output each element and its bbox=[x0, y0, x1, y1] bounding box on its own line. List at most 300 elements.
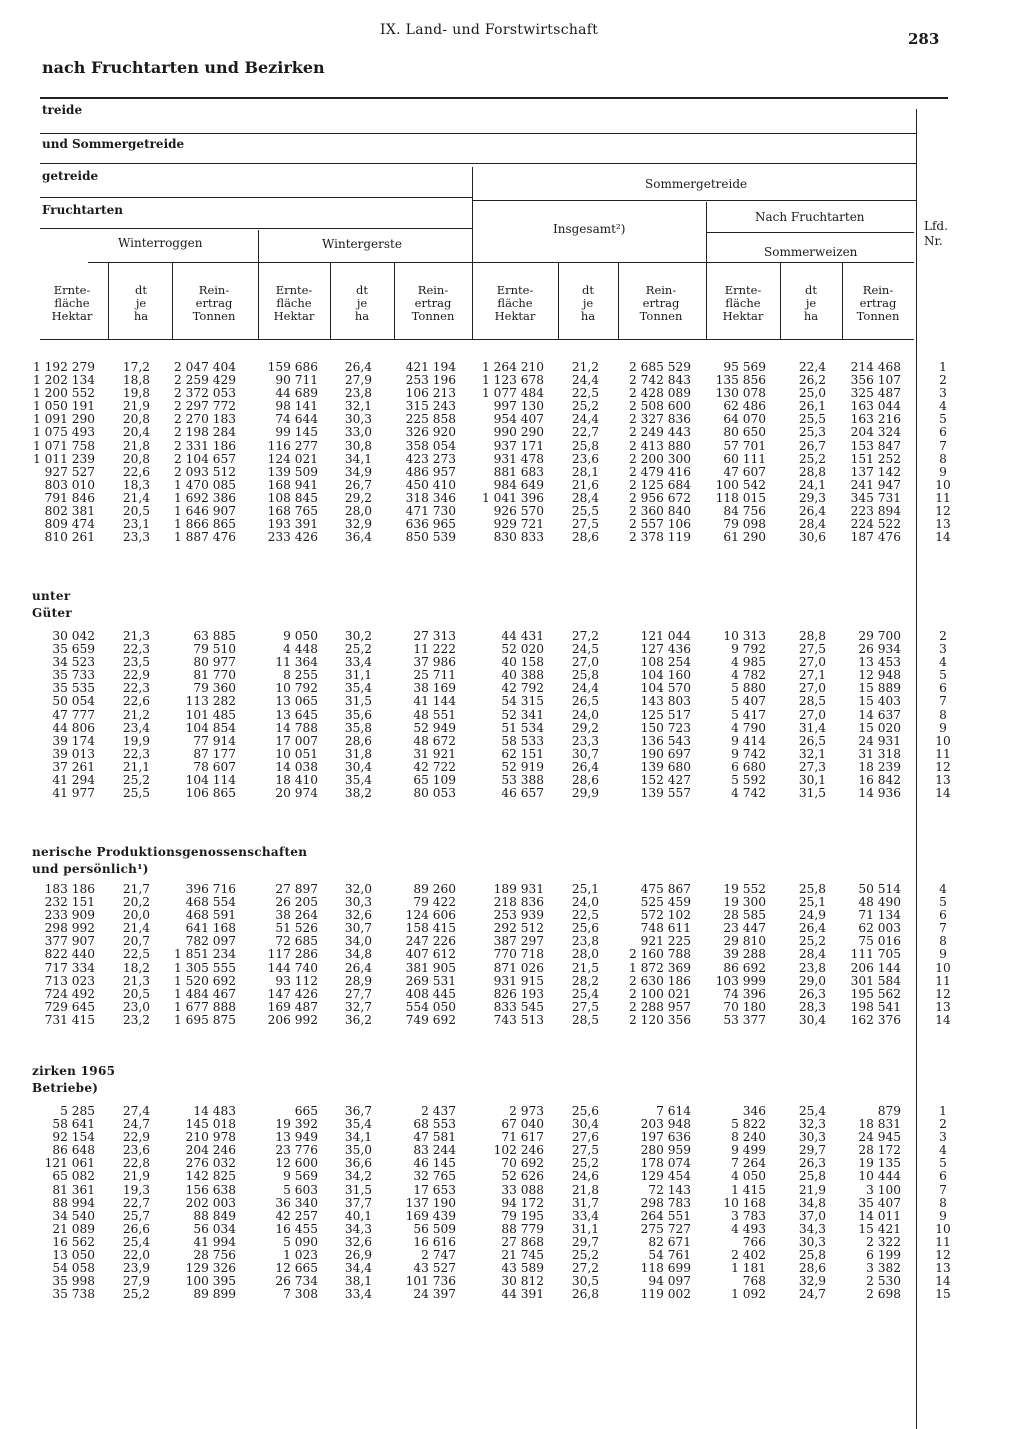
table-cell: 47 777 bbox=[52, 707, 95, 722]
table-cell: 71 617 bbox=[501, 1130, 544, 1145]
table-cell: 9 792 bbox=[731, 642, 766, 657]
table-cell: 48 672 bbox=[413, 733, 456, 748]
table-cell: 118 699 bbox=[640, 1261, 691, 1276]
table-cell: 24,4 bbox=[571, 412, 599, 427]
table-cell: 68 553 bbox=[413, 1117, 456, 1132]
rule-nach bbox=[706, 232, 914, 233]
table-cell: 25,2 bbox=[122, 1287, 150, 1302]
table-cell: 5 090 bbox=[283, 1234, 318, 1249]
table-cell: 803 010 bbox=[44, 477, 95, 492]
table-cell: 2 198 284 bbox=[173, 425, 236, 440]
table-cell: 27,0 bbox=[798, 655, 826, 670]
table-cell: 1 887 476 bbox=[173, 530, 236, 545]
table-column-wgerste-net bbox=[366, 630, 456, 800]
table-cell: 84 756 bbox=[723, 504, 766, 519]
table-cell: 19 300 bbox=[723, 895, 766, 910]
table-cell: 152 427 bbox=[640, 773, 691, 788]
table-cell: 450 410 bbox=[405, 477, 456, 492]
table-cell: 34,1 bbox=[344, 1130, 372, 1145]
table-cell: 210 978 bbox=[185, 1130, 236, 1145]
table-cell: 717 334 bbox=[44, 960, 95, 975]
table-cell: 35,0 bbox=[344, 1143, 372, 1158]
table-cell: 14 038 bbox=[275, 759, 318, 774]
table-cell: 16 455 bbox=[275, 1221, 318, 1236]
table-cell: 2 630 186 bbox=[628, 973, 691, 988]
table-cell: 53 377 bbox=[723, 1012, 766, 1027]
table-column-lfd-nr bbox=[930, 883, 956, 1027]
table-cell: 407 612 bbox=[405, 947, 456, 962]
table-cell: 224 522 bbox=[850, 517, 901, 532]
table-cell: 21 745 bbox=[501, 1248, 544, 1263]
table-cell: 26,1 bbox=[798, 399, 826, 414]
table-cell: 11 bbox=[935, 1234, 951, 1249]
table-cell: 724 492 bbox=[44, 986, 95, 1001]
rule-sub-right bbox=[472, 262, 914, 263]
table-cell: 22,3 bbox=[122, 681, 150, 696]
table-cell: 162 376 bbox=[850, 1012, 901, 1027]
section-title: zirken 1965 bbox=[32, 1064, 116, 1078]
table-cell: 18,3 bbox=[122, 477, 150, 492]
table-cell: 21,5 bbox=[571, 960, 599, 975]
table-cell: 31,5 bbox=[344, 1182, 372, 1197]
table-cell: 23,4 bbox=[122, 720, 150, 735]
table-cell: 24,7 bbox=[122, 1117, 150, 1132]
table-cell: 26,4 bbox=[344, 960, 372, 975]
table-cell: 27,9 bbox=[344, 373, 372, 388]
table-cell: 345 731 bbox=[850, 490, 901, 505]
table-cell: 39 174 bbox=[52, 733, 95, 748]
table-cell: 41 144 bbox=[413, 694, 456, 709]
table-cell: 7 bbox=[939, 921, 947, 936]
table-cell: 20,5 bbox=[122, 986, 150, 1001]
table-cell: 52 949 bbox=[413, 720, 456, 735]
table-cell: 665 bbox=[294, 1104, 318, 1118]
table-cell: 298 992 bbox=[44, 921, 95, 936]
vrule-sommer bbox=[472, 167, 473, 339]
vrule-lfd bbox=[916, 109, 917, 1429]
table-cell: 12 bbox=[935, 759, 951, 774]
table-cell: 22,5 bbox=[122, 947, 150, 962]
table-cell: 28,6 bbox=[571, 773, 599, 788]
table-cell: 377 907 bbox=[44, 934, 95, 949]
table-cell: 997 130 bbox=[493, 399, 544, 414]
table-cell: 1 bbox=[939, 1104, 947, 1118]
rule-5 bbox=[40, 228, 472, 229]
table-cell: 95 569 bbox=[723, 360, 766, 374]
table-cell: 1 470 085 bbox=[173, 477, 236, 492]
table-column-wgerste-yield bbox=[282, 1105, 372, 1301]
table-cell: 14 bbox=[935, 786, 951, 801]
table-cell: 197 636 bbox=[640, 1130, 691, 1145]
table-cell: 35,8 bbox=[344, 720, 372, 735]
table-cell: 67 040 bbox=[501, 1117, 544, 1132]
table-column-sweizen-net bbox=[811, 883, 901, 1027]
table-cell: 64 070 bbox=[723, 412, 766, 427]
table-cell: 4 050 bbox=[731, 1169, 766, 1184]
table-cell: 5 bbox=[939, 895, 947, 910]
table-cell: 25,2 bbox=[344, 642, 372, 657]
table-cell: 169 487 bbox=[267, 999, 318, 1014]
table-cell: 28,1 bbox=[571, 464, 599, 479]
table-cell: 731 415 bbox=[44, 1012, 95, 1027]
table-cell: 2 249 443 bbox=[628, 425, 691, 440]
table-cell: 25,2 bbox=[122, 773, 150, 788]
table-cell: 54 315 bbox=[501, 694, 544, 709]
table-cell: 5 bbox=[939, 412, 947, 427]
table-cell: 2 331 186 bbox=[173, 438, 236, 453]
table-cell: 19,3 bbox=[122, 1182, 150, 1197]
table-cell: 30,1 bbox=[798, 773, 826, 788]
table-cell: 116 277 bbox=[267, 438, 318, 453]
table-cell: 2 120 356 bbox=[628, 1012, 691, 1027]
table-cell: 41 977 bbox=[52, 786, 95, 801]
table-cell: 247 226 bbox=[405, 934, 456, 949]
table-column-wroggen-yield bbox=[60, 361, 150, 544]
table-cell: 810 261 bbox=[44, 530, 95, 545]
table-cell: 34 523 bbox=[52, 655, 95, 670]
table-cell: 44 431 bbox=[501, 629, 544, 643]
table-cell: 1 071 758 bbox=[32, 438, 95, 453]
table-cell: 89 260 bbox=[413, 882, 456, 896]
column-head-wgerste-area: Ernte- fläche Hektar bbox=[273, 283, 315, 323]
column-head-wroggen-area: Ernte- fläche Hektar bbox=[51, 283, 93, 323]
table-column-sg-yield bbox=[509, 630, 599, 800]
table-cell: 29,9 bbox=[571, 786, 599, 801]
table-cell: 280 959 bbox=[640, 1143, 691, 1158]
table-cell: 29,7 bbox=[571, 1234, 599, 1249]
table-cell: 8 240 bbox=[731, 1130, 766, 1145]
table-cell: 1 011 239 bbox=[32, 451, 95, 466]
table-cell: 24 931 bbox=[858, 733, 901, 748]
table-cell: 356 107 bbox=[850, 373, 901, 388]
table-cell: 27,0 bbox=[798, 707, 826, 722]
table-cell: 118 015 bbox=[715, 490, 766, 505]
table-cell: 27,0 bbox=[571, 655, 599, 670]
table-cell: 100 542 bbox=[715, 477, 766, 492]
table-cell: 23,3 bbox=[571, 733, 599, 748]
table-cell: 104 160 bbox=[640, 668, 691, 683]
table-cell: 80 053 bbox=[413, 786, 456, 801]
table-cell: 8 bbox=[939, 451, 947, 466]
table-cell: 35 998 bbox=[52, 1274, 95, 1289]
table-cell: 32,3 bbox=[798, 1117, 826, 1132]
table-cell: 7 bbox=[939, 1182, 947, 1197]
table-cell: 83 244 bbox=[413, 1143, 456, 1158]
table-cell: 1 851 234 bbox=[173, 947, 236, 962]
table-cell: 713 023 bbox=[44, 973, 95, 988]
head-sommerweizen: Sommerweizen bbox=[764, 245, 858, 259]
table-cell: 641 168 bbox=[185, 921, 236, 936]
table-cell: 38 264 bbox=[275, 908, 318, 923]
section-title: Güter bbox=[32, 606, 72, 620]
table-cell: 12 bbox=[935, 1248, 951, 1263]
table-cell: 31,8 bbox=[344, 746, 372, 761]
table-cell: 193 391 bbox=[267, 517, 318, 532]
table-cell: 81 361 bbox=[52, 1182, 95, 1197]
table-cell: 27,2 bbox=[571, 629, 599, 643]
table-cell: 106 865 bbox=[185, 786, 236, 801]
table-cell: 195 562 bbox=[850, 986, 901, 1001]
table-column-wroggen-net bbox=[146, 630, 236, 800]
table-cell: 13 bbox=[935, 517, 951, 532]
table-cell: 421 194 bbox=[405, 360, 456, 374]
table-cell: 12 948 bbox=[858, 668, 901, 683]
table-cell: 24,5 bbox=[571, 642, 599, 657]
table-cell: 2 bbox=[939, 1117, 947, 1132]
table-cell: 75 016 bbox=[858, 934, 901, 949]
table-cell: 14 788 bbox=[275, 720, 318, 735]
table-cell: 4 790 bbox=[731, 720, 766, 735]
table-cell: 19 135 bbox=[858, 1156, 901, 1171]
table-cell: 100 395 bbox=[185, 1274, 236, 1289]
table-cell: 26,9 bbox=[344, 1248, 372, 1263]
table-cell: 743 513 bbox=[493, 1012, 544, 1027]
table-cell: 931 915 bbox=[493, 973, 544, 988]
table-cell: 12 600 bbox=[275, 1156, 318, 1171]
table-cell: 4 493 bbox=[731, 1221, 766, 1236]
table-cell: 37 261 bbox=[52, 759, 95, 774]
table-cell: 33,0 bbox=[344, 425, 372, 440]
table-cell: 92 154 bbox=[52, 1130, 95, 1145]
table-cell: 30 812 bbox=[501, 1274, 544, 1289]
table-cell: 203 948 bbox=[640, 1117, 691, 1132]
table-cell: 2 100 021 bbox=[628, 986, 691, 1001]
table-cell: 34,1 bbox=[344, 451, 372, 466]
table-cell: 21,8 bbox=[122, 438, 150, 453]
table-cell: 9 569 bbox=[283, 1169, 318, 1184]
table-cell: 782 097 bbox=[185, 934, 236, 949]
table-cell: 14 bbox=[935, 1274, 951, 1289]
table-cell: 23,5 bbox=[122, 655, 150, 670]
table-cell: 48 490 bbox=[858, 895, 901, 910]
table-cell: 99 145 bbox=[275, 425, 318, 440]
table-cell: 156 638 bbox=[185, 1182, 236, 1197]
table-cell: 77 914 bbox=[193, 733, 236, 748]
table-cell: 486 957 bbox=[405, 464, 456, 479]
table-cell: 9 050 bbox=[283, 629, 318, 643]
table-cell: 525 459 bbox=[640, 895, 691, 910]
table-cell: 24,1 bbox=[798, 477, 826, 492]
table-cell: 27,2 bbox=[571, 1261, 599, 1276]
table-cell: 50 514 bbox=[858, 882, 901, 896]
table-cell: 29,0 bbox=[798, 973, 826, 988]
table-cell: 18 239 bbox=[858, 759, 901, 774]
table-cell: 79 510 bbox=[193, 642, 236, 657]
table-cell: 25,2 bbox=[571, 1248, 599, 1263]
table-cell: 4 bbox=[939, 399, 947, 414]
table-cell: 22,6 bbox=[122, 464, 150, 479]
table-cell: 31,5 bbox=[798, 786, 826, 801]
column-head-sweizen-area: Ernte- fläche Hektar bbox=[722, 283, 764, 323]
table-cell: 108 845 bbox=[267, 490, 318, 505]
table-cell: 21,9 bbox=[122, 1169, 150, 1184]
table-cell: 151 252 bbox=[850, 451, 901, 466]
table-cell: 30,3 bbox=[344, 412, 372, 427]
table-cell: 326 920 bbox=[405, 425, 456, 440]
table-cell: 53 388 bbox=[501, 773, 544, 788]
table-column-wroggen-net bbox=[146, 1105, 236, 1301]
table-cell: 28 585 bbox=[723, 908, 766, 923]
table-cell: 2 093 512 bbox=[173, 464, 236, 479]
rule-sommer bbox=[472, 200, 916, 201]
table-cell: 10 bbox=[935, 1221, 951, 1236]
table-cell: 1 192 279 bbox=[32, 360, 95, 374]
table-cell: 35 659 bbox=[52, 642, 95, 657]
table-cell: 32,6 bbox=[344, 908, 372, 923]
table-cell: 80 977 bbox=[193, 655, 236, 670]
table-cell: 62 486 bbox=[723, 399, 766, 414]
table-cell: 168 765 bbox=[267, 504, 318, 519]
table-cell: 26,6 bbox=[122, 1221, 150, 1236]
table-cell: 23,6 bbox=[122, 1143, 150, 1158]
table-cell: 11 bbox=[935, 973, 951, 988]
head-wintergerste: Wintergerste bbox=[322, 237, 402, 251]
table-cell: 153 847 bbox=[850, 438, 901, 453]
table-cell: 1 202 134 bbox=[32, 373, 95, 388]
table-cell: 43 589 bbox=[501, 1261, 544, 1276]
table-cell: 23,9 bbox=[122, 1261, 150, 1276]
table-cell: 35 738 bbox=[52, 1287, 95, 1302]
table-cell: 24,0 bbox=[571, 895, 599, 910]
table-cell: 88 994 bbox=[52, 1195, 95, 1210]
table-column-wgerste-yield bbox=[282, 361, 372, 544]
table-column-wgerste-net bbox=[366, 361, 456, 544]
table-cell: 292 512 bbox=[493, 921, 544, 936]
table-cell: 145 018 bbox=[185, 1117, 236, 1132]
table-cell: 13 645 bbox=[275, 707, 318, 722]
table-cell: 2 742 843 bbox=[628, 373, 691, 388]
table-cell: 791 846 bbox=[44, 490, 95, 505]
table-cell: 4 448 bbox=[283, 642, 318, 657]
table-cell: 2 428 089 bbox=[628, 386, 691, 401]
table-cell: 28,6 bbox=[571, 530, 599, 545]
page-number: 283 bbox=[908, 30, 940, 48]
table-cell: 21 089 bbox=[52, 1221, 95, 1236]
table-cell: 117 286 bbox=[267, 947, 318, 962]
table-cell: 28,5 bbox=[798, 694, 826, 709]
table-cell: 748 611 bbox=[640, 921, 691, 936]
table-cell: 21,3 bbox=[122, 973, 150, 988]
table-cell: 34,2 bbox=[344, 1169, 372, 1184]
table-cell: 30,5 bbox=[571, 1274, 599, 1289]
table-cell: 1 677 888 bbox=[173, 999, 236, 1014]
rule-header-bottom bbox=[40, 339, 914, 340]
table-cell: 9 742 bbox=[731, 746, 766, 761]
table-cell: 10 313 bbox=[723, 629, 766, 643]
table-cell: 58 641 bbox=[52, 1117, 95, 1132]
table-cell: 35,4 bbox=[344, 773, 372, 788]
table-cell: 104 570 bbox=[640, 681, 691, 696]
table-cell: 32 765 bbox=[413, 1169, 456, 1184]
table-cell: 159 686 bbox=[267, 360, 318, 374]
table-cell: 23,0 bbox=[122, 999, 150, 1014]
table-cell: 23,8 bbox=[798, 960, 826, 975]
table-cell: 139 509 bbox=[267, 464, 318, 479]
table-cell: 18,2 bbox=[122, 960, 150, 975]
rule-top bbox=[40, 97, 948, 99]
rule-2 bbox=[40, 133, 916, 134]
table-cell: 47 581 bbox=[413, 1130, 456, 1145]
table-cell: 7 bbox=[939, 438, 947, 453]
table-cell: 13 050 bbox=[52, 1248, 95, 1263]
table-cell: 5 417 bbox=[731, 707, 766, 722]
table-column-wgerste-yield bbox=[282, 630, 372, 800]
table-cell: 80 650 bbox=[723, 425, 766, 440]
table-cell: 28,4 bbox=[798, 947, 826, 962]
table-cell: 38,1 bbox=[344, 1274, 372, 1289]
table-cell: 31,1 bbox=[344, 668, 372, 683]
table-cell: 22,3 bbox=[122, 642, 150, 657]
table-cell: 2 288 957 bbox=[628, 999, 691, 1014]
table-cell: 315 243 bbox=[405, 399, 456, 414]
table-cell: 8 bbox=[939, 707, 947, 722]
table-cell: 21,8 bbox=[571, 1182, 599, 1197]
rule-3 bbox=[40, 163, 916, 164]
table-cell: 25,8 bbox=[798, 1248, 826, 1263]
table-cell: 65 109 bbox=[413, 773, 456, 788]
head-fruchtarten: Fruchtarten bbox=[42, 203, 123, 217]
table-cell: 2 747 bbox=[421, 1248, 456, 1263]
table-cell: 572 102 bbox=[640, 908, 691, 923]
table-cell: 24 945 bbox=[858, 1130, 901, 1145]
table-cell: 28,0 bbox=[344, 504, 372, 519]
table-cell: 42 257 bbox=[275, 1208, 318, 1223]
table-cell: 25,7 bbox=[122, 1208, 150, 1223]
table-cell: 94 172 bbox=[501, 1195, 544, 1210]
table-cell: 169 439 bbox=[405, 1208, 456, 1223]
table-cell: 62 151 bbox=[501, 746, 544, 761]
table-cell: 6 bbox=[939, 681, 947, 696]
table-cell: 27,0 bbox=[798, 681, 826, 696]
table-cell: 39 288 bbox=[723, 947, 766, 962]
table-cell: 26,4 bbox=[798, 504, 826, 519]
table-cell: 23,1 bbox=[122, 517, 150, 532]
table-cell: 2 322 bbox=[866, 1234, 901, 1249]
table-cell: 2 104 657 bbox=[173, 451, 236, 466]
table-cell: 30,4 bbox=[798, 1012, 826, 1027]
table-cell: 28,4 bbox=[571, 490, 599, 505]
table-cell: 11 222 bbox=[413, 642, 456, 657]
table-cell: 27,7 bbox=[344, 986, 372, 1001]
table-column-sg-yield bbox=[509, 883, 599, 1027]
table-cell: 214 468 bbox=[850, 360, 901, 374]
column-head-wroggen-yield: dt je ha bbox=[133, 283, 149, 323]
head-lfd: Lfd. Nr. bbox=[924, 219, 948, 248]
table-cell: 32,9 bbox=[344, 517, 372, 532]
table-cell: 15 421 bbox=[858, 1221, 901, 1236]
table-cell: 206 144 bbox=[850, 960, 901, 975]
table-cell: 25,2 bbox=[798, 451, 826, 466]
table-cell: 19,8 bbox=[122, 386, 150, 401]
head-getreide-1: treide bbox=[42, 103, 83, 117]
table-column-wroggen-yield bbox=[60, 630, 150, 800]
table-cell: 124 606 bbox=[405, 908, 456, 923]
table-cell: 35,4 bbox=[344, 681, 372, 696]
table-cell: 10 792 bbox=[275, 681, 318, 696]
table-cell: 729 645 bbox=[44, 999, 95, 1014]
table-cell: 28,4 bbox=[798, 517, 826, 532]
table-cell: 2 402 bbox=[731, 1248, 766, 1263]
table-cell: 12 bbox=[935, 504, 951, 519]
table-cell: 223 894 bbox=[850, 504, 901, 519]
head-nach-fruchtarten: Nach Fruchtarten bbox=[755, 210, 865, 224]
table-column-wroggen-yield bbox=[60, 1105, 150, 1301]
table-cell: 34,9 bbox=[344, 464, 372, 479]
table-cell: 86 692 bbox=[723, 960, 766, 975]
table-cell: 2 160 788 bbox=[628, 947, 691, 962]
table-cell: 127 436 bbox=[640, 642, 691, 657]
table-cell: 43 527 bbox=[413, 1261, 456, 1276]
